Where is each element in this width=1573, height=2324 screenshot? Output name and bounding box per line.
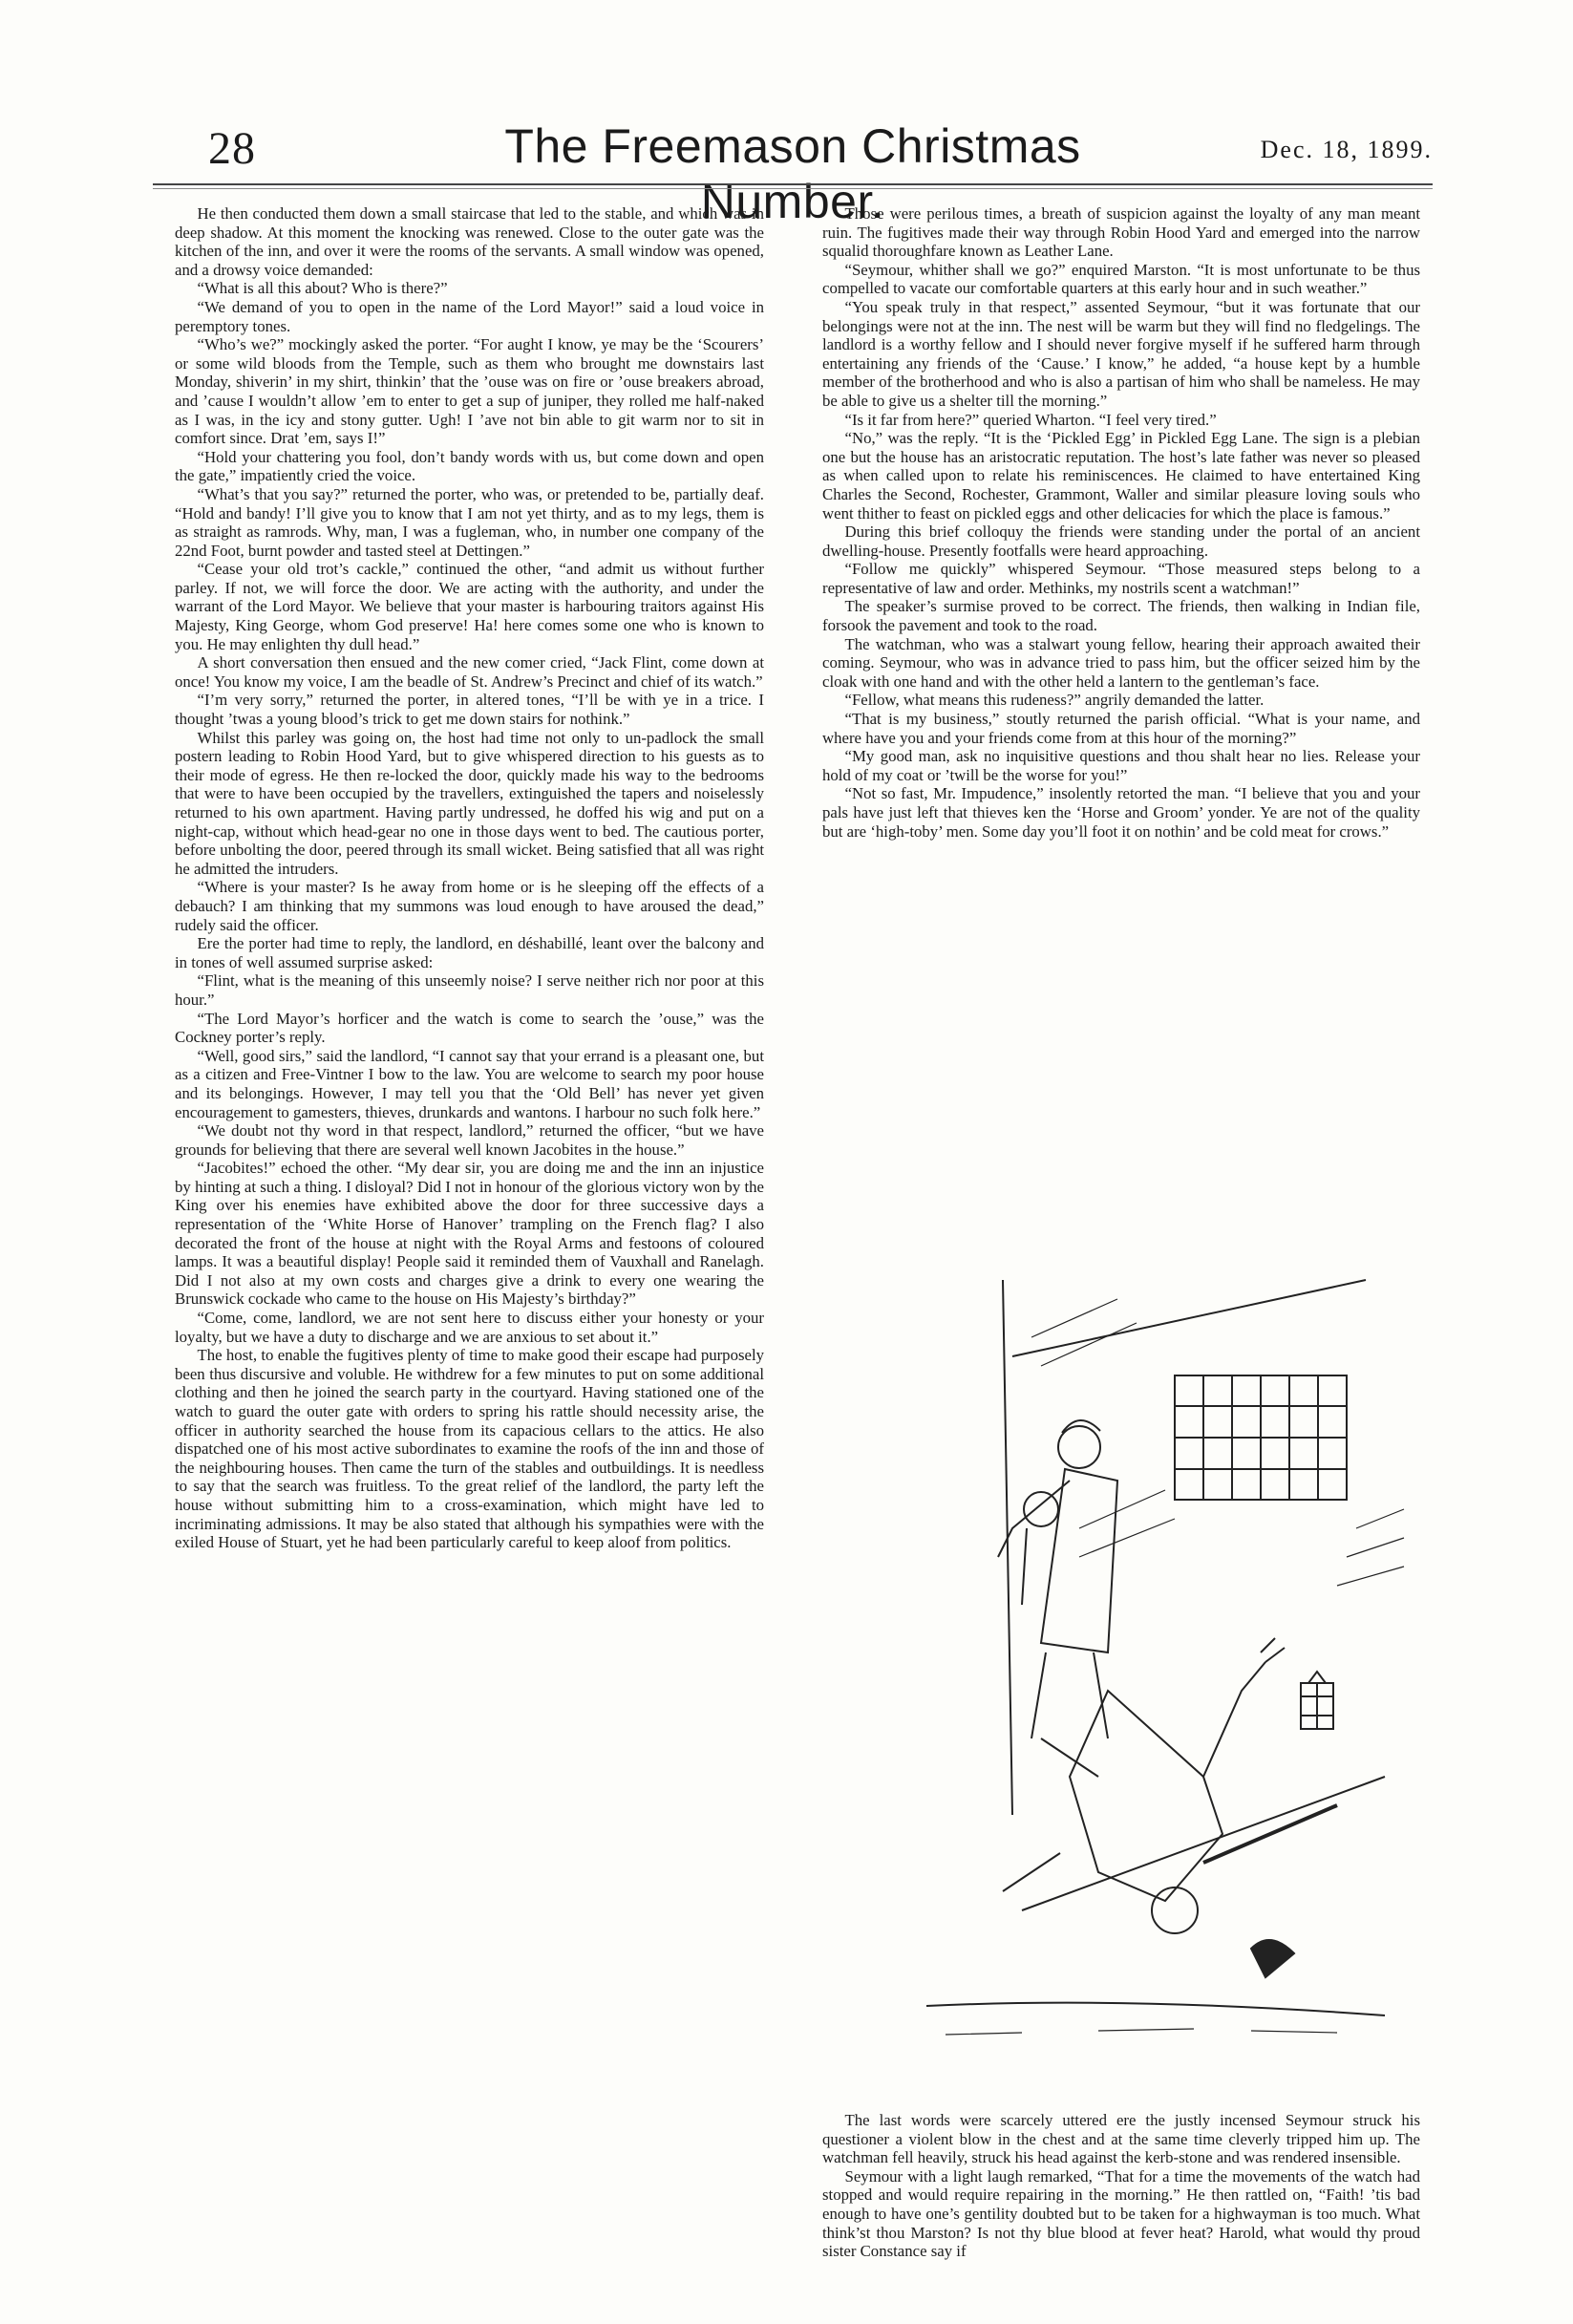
paragraph: Those were perilous times, a breath of suspicion against the loyalty of any man meant ruin. The fugitives made their way through Robin Hood Yard and emerged into the narrow squalid thoroughfare known as Leather Lane. xyxy=(822,204,1420,261)
paragraph: The watchman, who was a stalwart young fellow, hearing their approach awaited their coming. Seymour, who was in advance tried to pass him, but the officer seized him by the cloak with one hand and with the other held a lantern to the gentleman’s face. xyxy=(822,634,1420,691)
issue-date: Dec. 18, 1899. xyxy=(1260,136,1433,163)
paragraph: “Where is your master? Is he away from home or is he sleeping off the effects of a debauch? I am thinking that my summons was loud enough to have aroused the dead,” rudely said the officer. xyxy=(175,878,764,934)
paragraph: “The Lord Mayor’s horficer and the watch is come to search the ’ouse,” was the Cockney porter’s reply. xyxy=(175,1009,764,1047)
paragraph: “Flint, what is the meaning of this unseemly noise? I serve neither rich nor poor at this hour.” xyxy=(175,971,764,1009)
paragraph: “I’m very sorry,” returned the porter, in altered tones, “I’ll be with ye in a trice. I thought ’twas a young blood’s trick to get me down stairs for nothink.” xyxy=(175,691,764,729)
header-rule-thin xyxy=(153,188,1433,189)
left-column xyxy=(175,204,764,1552)
right-column-continued xyxy=(822,2111,1420,2261)
paragraph: “Cease your old trot’s cackle,” continued the other, “and admit us without further parley. If not, we will force the door. We are acting with the authority, and under the warrant of the Lord Mayor. We believe that your master is harbouring traitors against His Majesty, King George, whom God preserve! Ha! here comes some one who is known to you. He may enlighten thy dull head.” xyxy=(175,560,764,653)
paragraph: Ere the porter had time to reply, the landlord, en déshabillé, leant over the balcony and in tones of well assumed surprise asked: xyxy=(175,934,764,971)
paragraph: “Well, good sirs,” said the landlord, “I cannot say that your errand is a pleasant one, but as a citizen and Free-Vintner I bow to the law. You are welcome to search my poor house and its belongings. However, I may tell you that the ‘Old Bell’ has never yet given encouragement to gamesters, thieves, drunkards and wantons. I harbour no such folk here.” xyxy=(175,1046,764,1121)
engraving-watchman-struck-down-icon xyxy=(888,1242,1423,2092)
engraving-illustration xyxy=(888,1242,1423,2092)
paragraph: “You speak truly in that respect,” assented Seymour, “but it was fortunate that our belongings were not at the inn. The nest will be warm but they will find no fledgelings. The landlord is a worthy fellow and I should never forgive myself if he suffered harm through entertaining any friends of the ‘Cause.’ I know,” he added, “a house kept by a humble member of the brotherhood and who is also a partisan of him who shall be nameless. He may be able to give us a shelter till the morning.” xyxy=(822,297,1420,410)
paragraph: “Seymour, whither shall we go?” enquired Marston. “It is most unfortunate to be thus compelled to vacate our comfortable quarters at this early hour and in such weather.” xyxy=(822,260,1420,298)
paragraph: “My good man, ask no inquisitive questions and thou shalt hear no lies. Release your hold of my coat or ’twill be the worse for you!” xyxy=(822,747,1420,784)
header-rule xyxy=(153,183,1433,185)
publication-title: The Freemason Christmas Number. xyxy=(504,119,1081,228)
paragraph: A short conversation then ensued and the new comer cried, “Jack Flint, come down at once! You know my voice, I am the beadle of St. Andrew’s Precinct and chief of its watch.” xyxy=(175,653,764,691)
paragraph: “Hold your chattering you fool, don’t bandy words with us, but come down and open the gate,” impatiently cried the voice. xyxy=(175,447,764,485)
paragraph: During this brief colloquy the friends were standing under the portal of an ancient dwelling-house. Presently footfalls were heard approaching. xyxy=(822,522,1420,560)
paragraph: “Follow me quickly” whispered Seymour. “Those measured steps belong to a representative of law and order. Methinks, my nostrils scent a watchman!” xyxy=(822,560,1420,597)
paragraph: The speaker’s surmise proved to be correct. The friends, then walking in Indian file, forsook the pavement and took to the road. xyxy=(822,597,1420,635)
paragraph: “Fellow, what means this rudeness?” angrily demanded the latter. xyxy=(844,691,1265,710)
page-header xyxy=(153,113,1433,228)
page-number: 28 xyxy=(208,123,256,174)
paragraph: “What’s that you say?” returned the porter, who was, or pretended to be, partially deaf. “Hold and bandy! I’ll give you to know that I am not yet thirty, and as to my legs, them is as straight as ramrods. Why, man, I was a fugleman, who, in number one company of the 22nd Foot, burnt powder and tasted steel at Dettingen.” xyxy=(175,484,764,560)
right-column xyxy=(822,204,1420,841)
paragraph: “Is it far from here?” queried Wharton. “I feel very tired.” xyxy=(844,410,1217,429)
paragraph: Seymour with a light laugh remarked, “That for a time the movements of the watch had stopped and would require repairing in the morning.” He then rattled on, “Faith! ’tis bad enough to have one’s gentility doubted but to be taken for a highwayman is too much. What think’st thou Marston? Is not thy blue blood at fever heat? Harold, what would thy proud sister Constance say if xyxy=(822,2166,1420,2261)
paragraph: The host, to enable the fugitives plenty of time to make good their escape had purposely been thus discursive and voluble. He withdrew for a few minutes to put on some additional clothing and then he joined the search party in the courtyard. Having stationed one of the watch to guard the outer gate with orders to spring his rattle should necessity arise, the officer in authority searched the house from its capacious cellars to the attics. He also dispatched one of his most active subordinates to examine the roofs of the inn and those of the neighbouring houses. Then came the turn of the stables and outbuildings. It is needless to say that the search was fruitless. To the great relief of the landlord, the party left the house without submitting him to a cross-examination, which might have led to incriminating admissions. It may be also stated that although his sympathies were with the exiled House of Stuart, yet he had been particularly careful to keep aloof from politics. xyxy=(175,1346,764,1552)
paragraph: “Who’s we?” mockingly asked the porter. “For aught I know, ye may be the ‘Scourers’ or some wild bloods from the Temple, such as them who brought me downstairs last Monday, shiverin’ in my shirt, thinkin’ that the ’ouse was on fire or ’ouse breakers abroad, and ’cause I wouldn’t allow ’em to enter to get a sup of juniper, they rolled me half-naked as I was, in the icy and stony gutter. Ugh! I ’ave not bin able to git warm nor to sit in comfort since. Drat ’em, says I!” xyxy=(175,335,764,448)
paragraph: “No,” was the reply. “It is the ‘Pickled Egg’ in Pickled Egg Lane. The sign is a plebian one but the house has an aristocratic reputation. The host’s late father was never so pleased as when called upon to relate his reminiscences. He claimed to have entertained King Charles the Second, Rochester, Grammont, Waller and similar pleasure loving souls who went thither to feast on pickled eggs and other delicacies for which the place is famous.” xyxy=(822,429,1420,522)
paragraph: “Come, come, landlord, we are not sent here to discuss either your honesty or your loyalty, but we have a duty to discharge and we are anxious to set about it.” xyxy=(175,1309,764,1346)
paragraph: “What is all this about? Who is there?” xyxy=(197,279,448,298)
paragraph: He then conducted them down a small staircase that led to the stable, and which was in deep shadow. At this moment the knocking was renewed. Close to the outer gate was the kitchen of the inn, and over it were the rooms of the servants. A small window was opened, and a drowsy voice demanded: xyxy=(175,204,764,279)
paragraph: “Jacobites!” echoed the other. “My dear sir, you are doing me and the inn an injustice by hinting at such a thing. I disloyal? Did I not in honour of the glorious victory won by the King over his enemies have exhibited above the door for three successive days a representation of the ‘White Horse of Hanover’ trampling on the French flag? I also decorated the front of the house at night with the Royal Arms and festoons of coloured lamps. It was a beautiful display! People said it reminded them of Vauxhall and Ranelagh. Did I not also at my own costs and charges give a drink to every one wearing the Brunswick cockade who came to the house on His Majesty’s birthday?” xyxy=(175,1159,764,1309)
paragraph: “We demand of you to open in the name of the Lord Mayor!” said a loud voice in peremptory tones. xyxy=(175,297,764,335)
paragraph: The last words were scarcely uttered ere the justly incensed Seymour struck his questioner a violent blow in the chest and at the same time cleverly tripped him up. The watchman fell heavily, struck his head against the kerb-stone and was rendered insensible. xyxy=(822,2111,1420,2167)
paragraph: “That is my business,” stoutly returned the parish official. “What is your name, and where have you and your friends come from at this hour of the morning?” xyxy=(822,710,1420,747)
paragraph: “Not so fast, Mr. Impudence,” insolently retorted the man. “I believe that you and your pals have just left that thieves ken the ‘Horse and Groom’ yonder. Ye are not of the quality but are ‘high-toby’ men. Some day you’ll foot it on nothin’ and be cold meat for crows.” xyxy=(822,784,1420,841)
paragraph: Whilst this parley was going on, the host had time not only to un-padlock the small postern leading to Robin Hood Yard, but to give whispered direction to his guests as to their mode of egress. He then re-locked the door, quickly made his way to the bedrooms that were to have been occupied by the travellers, extinguished the tapers and noiselessly returned to his own apartment. Having partly undressed, he doffed his wig and put on a night-cap, without which head-gear no one in those days went to bed. The cautious porter, before unbolting the door, peered through its small wicket. Being satisfied that all was right he admitted the intruders. xyxy=(175,728,764,878)
paragraph: “We doubt not thy word in that respect, landlord,” returned the officer, “but we have grounds for believing that there are several well known Jacobites in the house.” xyxy=(175,1121,764,1159)
